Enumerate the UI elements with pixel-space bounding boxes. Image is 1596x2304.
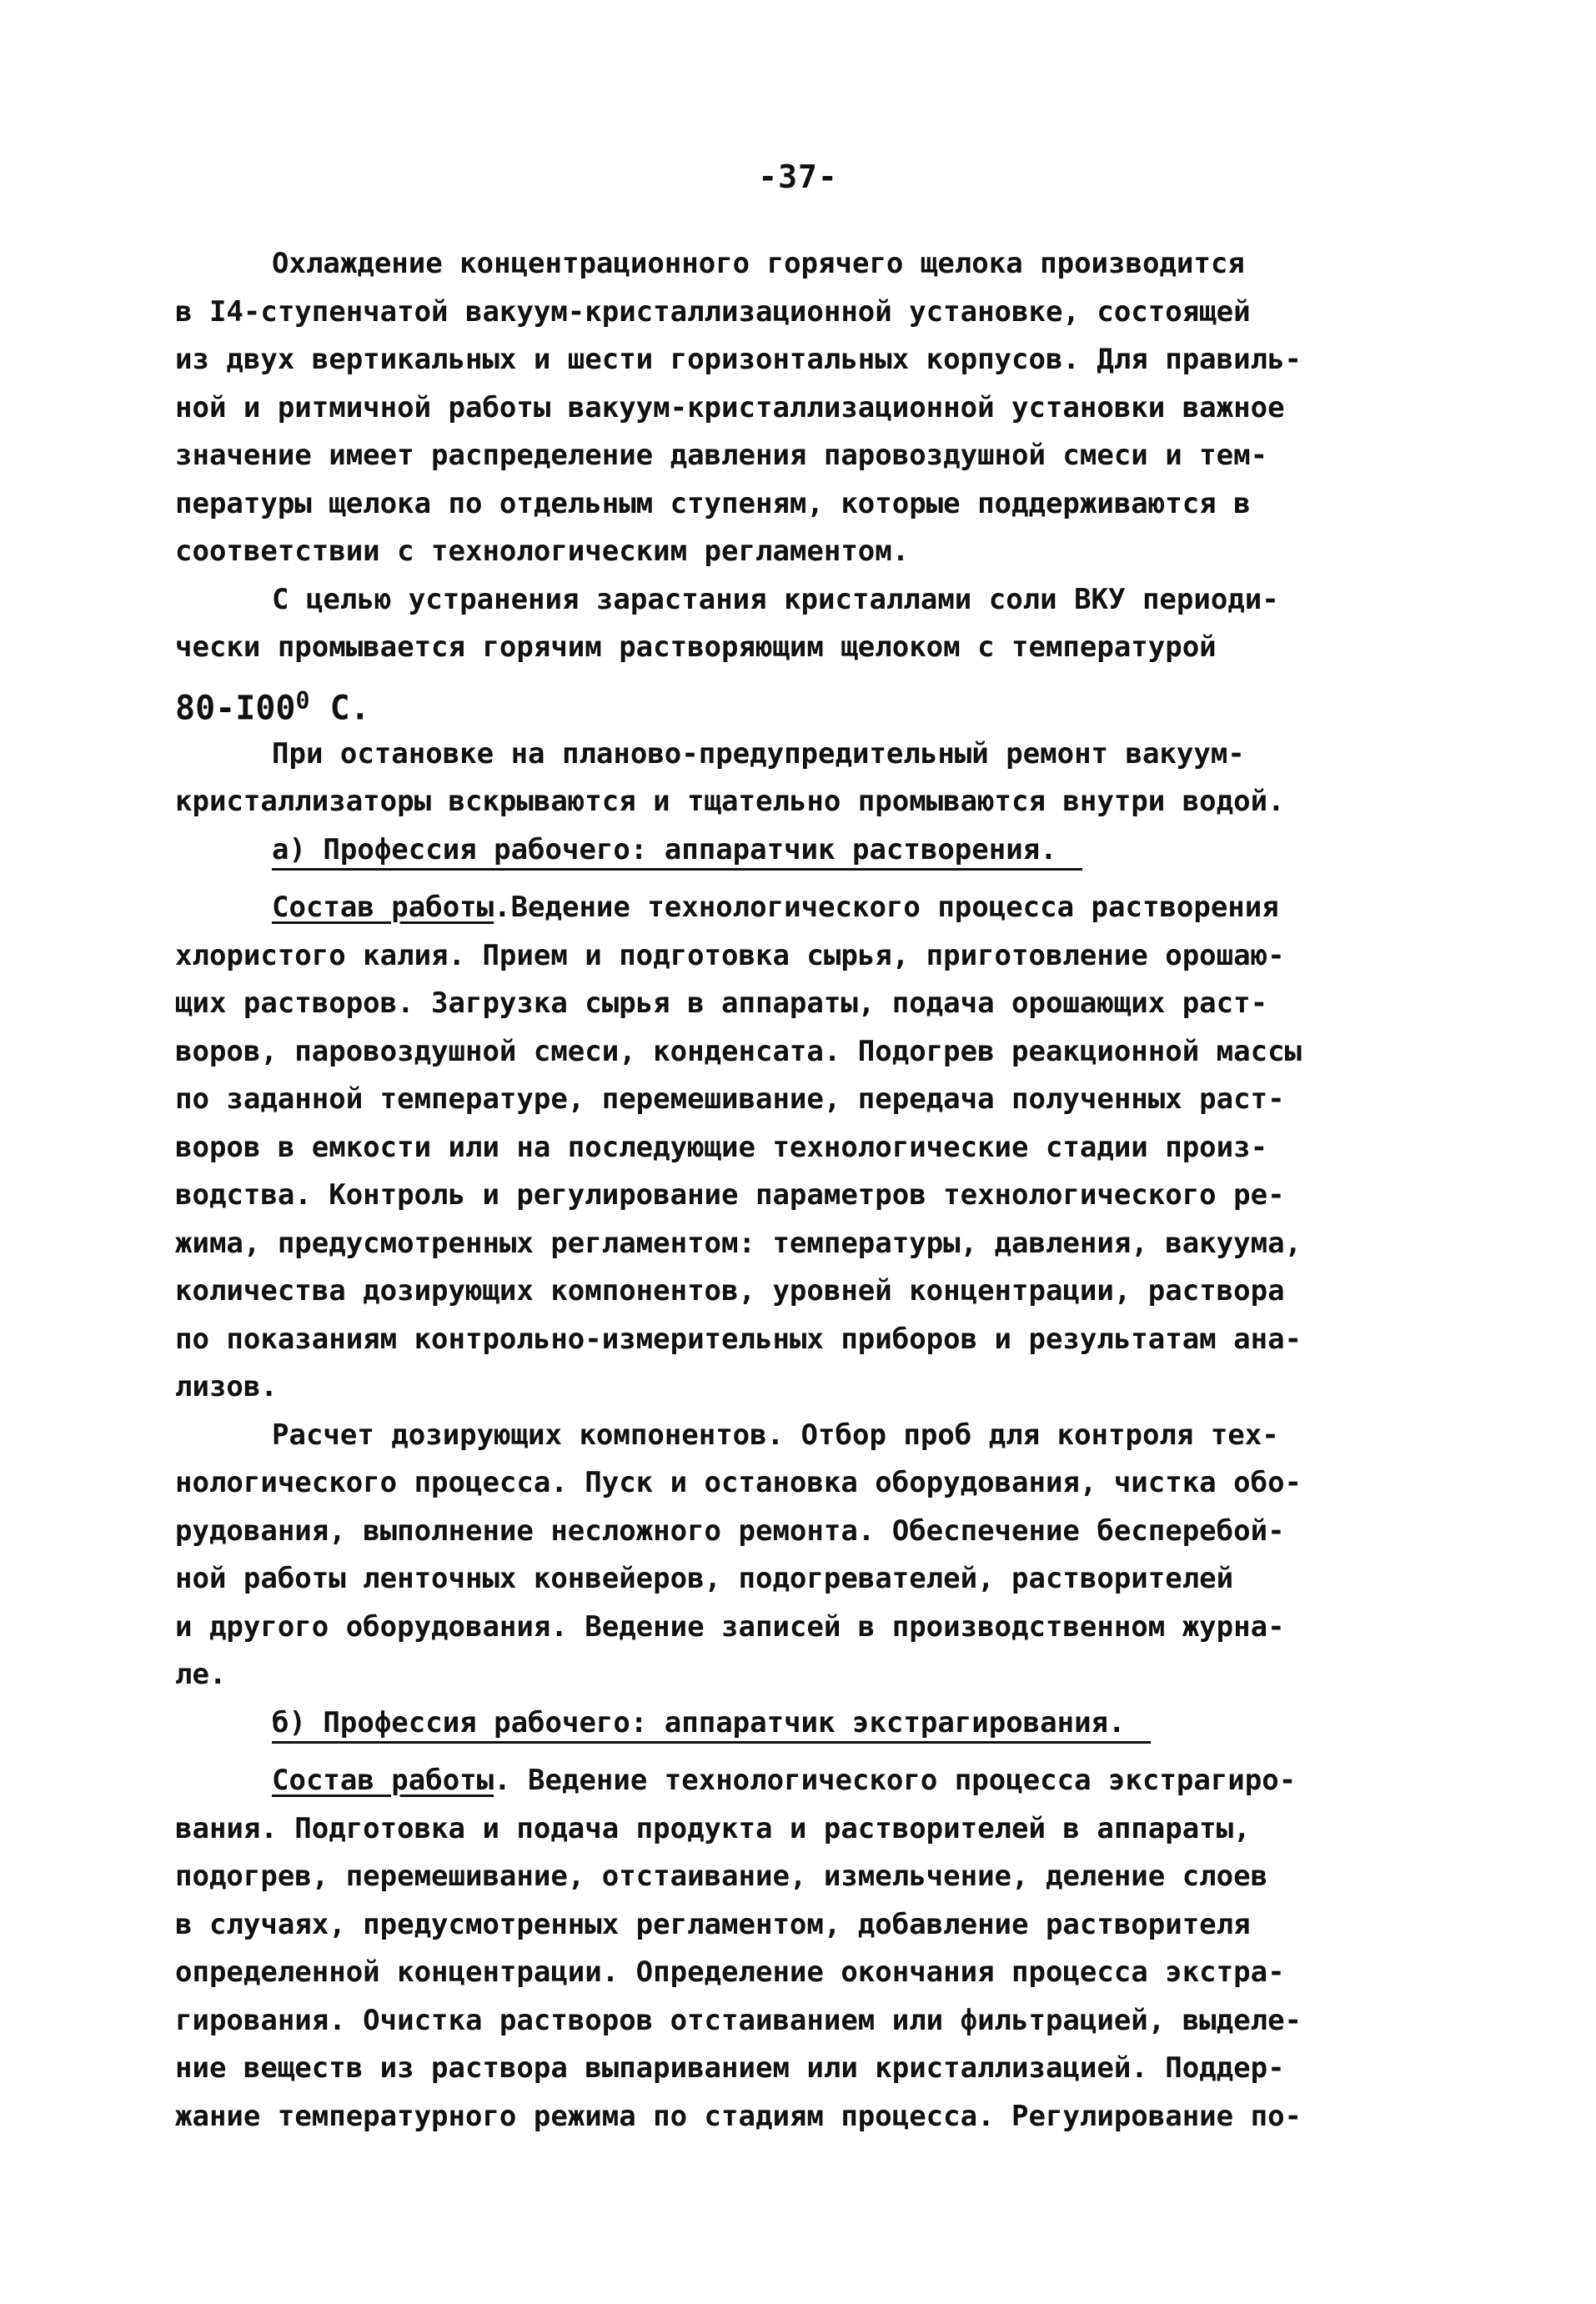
text-line bbox=[175, 884, 1459, 932]
text-line: ле. bbox=[175, 1658, 227, 1691]
sostav-text-a: .Ведение технологического процесса растворения bbox=[494, 891, 1279, 924]
text-line: чески промывается горячим растворяющим щелоком с температурой bbox=[175, 630, 1217, 664]
text-line bbox=[175, 1757, 1459, 1805]
text-line: по показаниям контрольно-измерительных приборов и результатам ана- bbox=[175, 1322, 1302, 1356]
text-line: жание температурного режима по стадиям процесса. Регулирование по- bbox=[175, 2099, 1302, 2133]
sostav-text-b: . Ведение технологического процесса экстрагиро- bbox=[494, 1764, 1297, 1797]
text-line: водства. Контроль и регулирование параметров технологического ре- bbox=[175, 1178, 1285, 1212]
text-line: ной и ритмичной работы вакуум-кристаллизационной установки важное bbox=[175, 390, 1285, 424]
section-heading-a bbox=[175, 826, 1459, 875]
text-line: по заданной температуре, перемешивание, передача полученных раст- bbox=[175, 1082, 1285, 1116]
text-line: хлористого калия. Прием и подготовка сырья, приготовление орошаю- bbox=[175, 938, 1285, 972]
text-line: воров в емкости или на последующие технологические стадии произ- bbox=[175, 1130, 1268, 1164]
heading-b-text: б) Профессия рабочего: аппаратчик экстрагирования. bbox=[272, 1704, 1151, 1744]
text-line: в случаях, предусмотренных регламентом, добавление растворителя bbox=[175, 1907, 1251, 1941]
text-line: и другого оборудования. Ведение записей в производственном журна- bbox=[175, 1609, 1285, 1644]
text-line: количества дозирующих компонентов, уровней концентрации, раствора bbox=[175, 1274, 1285, 1308]
degree-mark: 0 bbox=[295, 686, 310, 715]
text-line: вания. Подготовка и подача продукта и растворителей в аппараты, bbox=[175, 1811, 1251, 1845]
text-line: определенной концентрации. Определение окончания процесса экстра- bbox=[175, 1955, 1285, 1989]
temperature-unit: С. bbox=[309, 688, 370, 727]
document-body bbox=[175, 240, 1459, 2141]
text-line: соответствии с технологическим регламентом. bbox=[175, 535, 910, 568]
text-line: щих растворов. Загрузка сырья в аппараты, подача орошающих раст- bbox=[175, 986, 1268, 1020]
text-line: воров, паровоздушной смеси, конденсата. Подогрев реакционной массы bbox=[175, 1034, 1302, 1068]
text-line: нологического процесса. Пуск и остановка оборудования, чистка обо- bbox=[175, 1466, 1302, 1499]
text-line: Охлаждение концентрационного горячего щелока производится bbox=[272, 247, 1245, 280]
text-line: С целью устранения зарастания кристаллами соли ВКУ периоди- bbox=[272, 582, 1279, 616]
text-line: ной работы ленточных конвейеров, подогревателей, растворителей bbox=[175, 1562, 1234, 1595]
text-line: жима, предусмотренных регламентом: температуры, давления, вакуума, bbox=[175, 1226, 1302, 1260]
text-line: гирования. Очистка растворов отстаиванием или фильтрацией, выделе- bbox=[175, 2003, 1302, 2037]
heading-a-text: а) Профессия рабочего: аппаратчик растворения. bbox=[272, 831, 1082, 871]
text-line: в I4-ступенчатой вакуум-кристаллизационной установке, состоящей bbox=[175, 294, 1251, 329]
sostav-label-a: Состав работы bbox=[272, 891, 494, 924]
temperature-line bbox=[175, 672, 1459, 730]
spacer bbox=[175, 1747, 1459, 1757]
text-line: подогрев, перемешивание, отстаивание, измельчение, деление слоев bbox=[175, 1860, 1268, 1893]
page-number: -37- bbox=[758, 158, 838, 195]
text-line: значение имеет распределение давления паровоздушной смеси и тем- bbox=[175, 439, 1268, 472]
text-line: из двух вертикальных и шести горизонтальных корпусов. Для правиль- bbox=[175, 343, 1302, 376]
text-line: кристаллизаторы вскрываются и тщательно промываются внутри водой. bbox=[175, 785, 1285, 818]
text-line: рудования, выполнение несложного ремонта. Обеспечение бесперебой- bbox=[175, 1513, 1285, 1548]
spacer bbox=[175, 874, 1459, 884]
text-line: пературы щелока по отдельным ступеням, которые поддерживаются в bbox=[175, 486, 1251, 520]
text-line: При остановке на планово-предупредительный ремонт вакуум- bbox=[272, 736, 1245, 771]
text-line: Расчет дозирующих компонентов. Отбор проб для контроля тех- bbox=[272, 1418, 1279, 1452]
temperature-value: 80-I00 bbox=[175, 688, 296, 727]
text-line: ние веществ из раствора выпариванием или кристаллизацией. Поддер- bbox=[175, 2051, 1285, 2085]
sostav-label-b: Состав работы bbox=[272, 1764, 494, 1797]
text-line: лизов. bbox=[175, 1370, 278, 1403]
section-heading-b bbox=[175, 1699, 1459, 1748]
